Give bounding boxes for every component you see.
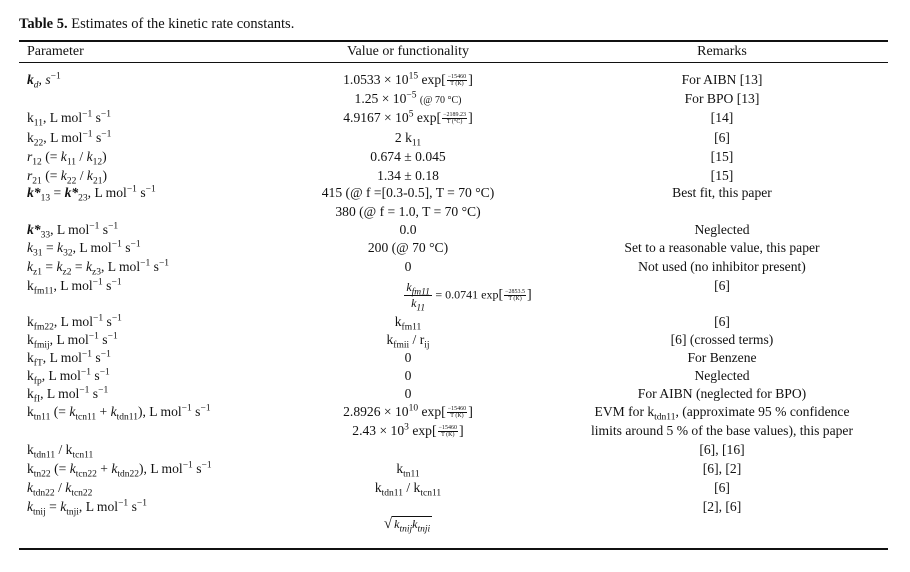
param-cell: $k_{fp}$, L mol$^{-1}$ $s^{-1}$ xyxy=(27,367,110,387)
value-cell: $\frac{k_{fm11}}{k_{11}}$ = 0.0741 exp[ $\frac{-2853.5}{T (K)}$ ] xyxy=(406,280,532,314)
value-cell: $1.25 \times 10^{-5}$ (@ 70 °C) xyxy=(354,90,462,106)
value-cell: $2.8926 \times 10^{10}$ exp[ $\frac{-15460}{T (K)}$ ] xyxy=(343,403,473,420)
param-cell: $r_{12}$ (= $k_{11} / k_{12}$) xyxy=(27,149,107,168)
remark-cell: limits around 5 % of the base values), this paper xyxy=(591,423,853,438)
value-cell: $k_{fmii} / r_{ij}$ xyxy=(386,332,430,351)
remark-cell: [6] xyxy=(714,130,730,145)
remark-cell: [15] xyxy=(710,168,734,183)
top-rule xyxy=(19,40,888,42)
remark-cell: For AIBN [13] xyxy=(681,72,763,87)
param-cell: $k_{tdn11} / k_{tcn11}$ xyxy=(27,442,94,461)
param-cell: $k_{fmij}$, L mol$^{-1}$ $s^{-1}$ xyxy=(27,331,118,351)
header-value: Value or functionality xyxy=(346,44,470,59)
value-cell: $1.0533 \times 10^{15}$ exp[ $\frac{-15460}{T (K)}$ ] xyxy=(343,71,473,88)
value-cell: 0.0 xyxy=(399,222,417,237)
remark-cell: Not used (no inhibitor present) xyxy=(638,259,806,274)
table-caption-text: Estimates of the kinetic rate constants. xyxy=(71,16,295,32)
remark-cell: Neglected xyxy=(694,222,750,237)
bottom-rule xyxy=(19,548,888,550)
param-cell: $k_{tn11}$ (= $k_{tcn11} + k_{tdn11}$), L mol$^{-1}$ $s^{-1}$ xyxy=(27,403,211,423)
value-cell: 0 xyxy=(404,368,412,383)
param-cell: $k_{z1} = k_{z2} = k_{z3}$, L mol$^{-1}$ $s^{-1}$ xyxy=(27,258,170,278)
remark-cell: [6], [16] xyxy=(699,442,745,457)
value-cell: 380 (@ f = 1.0, T = 70 °C) xyxy=(335,204,481,219)
value-cell: 0 xyxy=(404,259,412,274)
remark-cell: Best fit, this paper xyxy=(672,185,772,200)
value-cell: 0 xyxy=(404,386,412,401)
param-cell: $k*_{13} = k*_{23}$, L mol$^{-1}$ $s^{-1}$ xyxy=(27,184,156,204)
param-cell: $k_{tnij} = k_{tnji}$, L mol$^{-1}$ $s^{-1}$ xyxy=(27,498,147,518)
header-parameter: Parameter xyxy=(27,44,84,59)
param-cell: $k_d$, $s^{-1}$ xyxy=(27,71,61,91)
param-cell: $k_{fT}$, L mol$^{-1}$ $s^{-1}$ xyxy=(27,349,111,369)
param-cell: $k*_{33}$, L mol$^{-1}$ $s^{-1}$ xyxy=(27,221,119,241)
param-cell: $k_{22}$, L mol$^{-1}$ $s^{-1}$ xyxy=(27,129,112,149)
param-cell: $r_{21}$ (= $k_{22} / k_{21}$) xyxy=(27,168,107,187)
value-cell: 2 $k_{11}$ xyxy=(394,130,422,149)
remark-cell: [2], [6] xyxy=(702,499,742,514)
remark-cell: Set to a reasonable value, this paper xyxy=(624,240,820,255)
remark-cell: For AIBN (neglected for BPO) xyxy=(637,386,807,401)
value-cell: 0 xyxy=(404,350,412,365)
value-cell: √ $k_{tnij}k_{tnji}$ xyxy=(383,516,431,535)
value-cell: $k_{fm11}$ xyxy=(394,314,422,333)
value-cell: $k_{tn11}$ xyxy=(396,461,420,480)
param-cell: $k_{tdn22} / k_{tcn22}$ xyxy=(27,480,93,499)
value-cell: $4.9167 \times 10^5$ exp[ $\frac{-2189.23}{T (^\circ C)}$ ] xyxy=(343,109,473,126)
remark-cell: EVM for $k_{tdn11}$, (approximate 95 % confidence xyxy=(594,404,850,423)
value-cell: 200 (@ 70 °C) xyxy=(367,240,449,255)
table-label: Table 5. xyxy=(19,16,68,32)
remark-cell: [15] xyxy=(710,149,734,164)
remark-cell: For Benzene xyxy=(687,350,757,365)
remark-cell: Neglected xyxy=(694,368,750,383)
remark-cell: [6] xyxy=(714,480,730,495)
param-cell: $k_{fm11}$, L mol$^{-1}$ $s^{-1}$ xyxy=(27,277,122,297)
header-remarks: Remarks xyxy=(697,44,747,59)
param-cell: $k_{tn22}$ (= $k_{tcn22} + k_{tdn22}$), L mol$^{-1}$ $s^{-1}$ xyxy=(27,460,212,480)
param-cell: $k_{31} = k_{32}$, L mol$^{-1}$ $s^{-1}$ xyxy=(27,239,141,259)
value-cell: $2.43 \times 10^3$ exp[ $\frac{-15460}{T (K)}$ ] xyxy=(352,422,464,439)
remark-cell: For BPO [13] xyxy=(684,91,760,106)
param-cell: $k_{fI}$, L mol$^{-1}$ $s^{-1}$ xyxy=(27,385,109,405)
param-cell: $k_{11}$, L mol$^{-1}$ $s^{-1}$ xyxy=(27,109,112,129)
remark-cell: [14] xyxy=(710,110,734,125)
table-caption xyxy=(19,16,294,33)
remark-cell: [6] (crossed terms) xyxy=(670,332,774,347)
param-cell: $k_{fm22}$, L mol$^{-1}$ $s^{-1}$ xyxy=(27,313,122,333)
header-rule xyxy=(19,62,888,63)
value-cell: $k_{tdn11} / k_{tcn11}$ xyxy=(374,480,442,499)
value-cell: 1.34 ± 0.18 xyxy=(377,168,439,183)
remark-cell: [6], [2] xyxy=(702,461,742,476)
remark-cell: [6] xyxy=(714,314,730,329)
value-cell: 0.674 ± 0.045 xyxy=(370,149,446,164)
value-cell: 415 (@ f =[0.3-0.5], T = 70 °C) xyxy=(321,185,495,200)
remark-cell: [6] xyxy=(714,278,730,293)
